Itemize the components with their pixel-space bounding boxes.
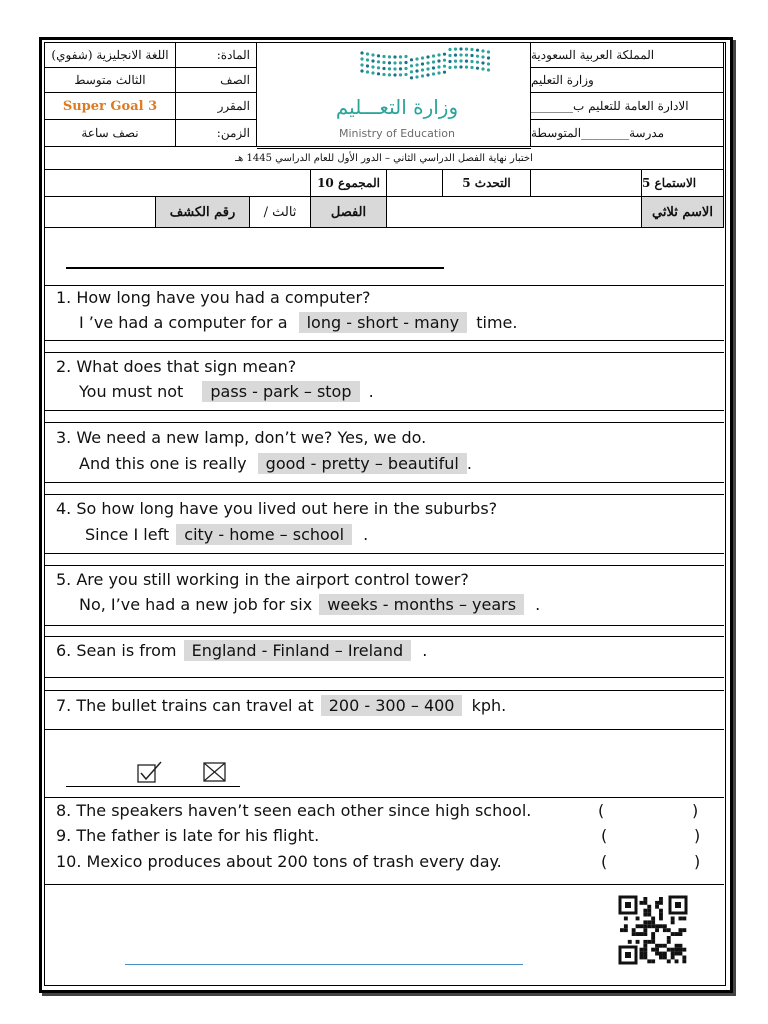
qr-module: [671, 956, 675, 960]
divider: [44, 494, 724, 495]
logo-dot: [393, 73, 396, 76]
qr-module: [671, 917, 675, 921]
qr-module: [651, 932, 655, 936]
logo-dot: [454, 60, 457, 63]
qr-module: [647, 905, 651, 909]
logo-dot: [410, 70, 413, 73]
qr-module: [643, 948, 647, 952]
answer-paren-close: ): [694, 826, 701, 845]
answer-paren-open[interactable]: (: [601, 826, 608, 845]
answer-suffix: time.: [476, 313, 518, 332]
answer-options[interactable]: England - Finland – Ireland: [184, 640, 412, 661]
logo-dot: [448, 48, 451, 51]
qr-module: [651, 936, 655, 940]
logo-dot: [404, 55, 407, 58]
logo-dot: [437, 59, 440, 62]
qr-module: [643, 924, 647, 928]
qr-module: [651, 940, 655, 944]
qr-module: [682, 917, 686, 921]
qr-module: [659, 917, 663, 921]
qr-module: [675, 944, 679, 948]
qr-module: [651, 924, 655, 928]
logo-dot: [421, 68, 424, 71]
question-1: 1. How long have you had a computer?: [56, 288, 371, 307]
logo-dot: [432, 60, 435, 63]
logo-dot: [371, 65, 374, 68]
score-blank-cell-2: [386, 169, 443, 197]
qr-module: [655, 952, 659, 956]
logo-dot: [371, 53, 374, 56]
qr-module: [671, 948, 675, 952]
divider: [44, 340, 724, 341]
divider: [44, 677, 724, 678]
qr-module: [643, 940, 647, 944]
score-blank-cell: [44, 169, 311, 197]
qr-module: [632, 928, 636, 932]
answer-suffix: .: [363, 525, 369, 544]
logo-english-text: Ministry of Education: [338, 127, 455, 140]
logo-dot: [426, 73, 429, 76]
logo-dot: [366, 52, 369, 55]
qr-module: [655, 944, 659, 948]
ministry-logo-dots-icon: [257, 43, 531, 103]
logo-dot: [360, 63, 363, 66]
answer-line-1: [79, 313, 517, 332]
roll-number-field[interactable]: [44, 196, 156, 228]
grade-label: الصف: [175, 67, 257, 93]
qr-module: [636, 917, 640, 921]
qr-module: [659, 913, 663, 917]
qr-module: [643, 944, 647, 948]
qr-module: [647, 913, 651, 917]
qr-module: [643, 928, 647, 932]
tf-question-9: 9. The father is late for his flight.: [56, 826, 320, 845]
logo-dot: [459, 59, 462, 62]
qr-module: [659, 897, 663, 901]
question-text: 7. The bullet trains can travel at: [56, 696, 314, 715]
qr-module: [632, 932, 636, 936]
answer-prefix: You must not: [79, 382, 184, 401]
answer-line-2: [79, 382, 374, 401]
logo-dot: [410, 58, 413, 61]
qr-module: [640, 952, 644, 956]
qr-module: [659, 956, 663, 960]
subject-value: اللغة الانجليزية (شفوي): [44, 42, 176, 68]
logo-dot: [360, 51, 363, 54]
qr-module: [651, 959, 655, 963]
answer-options[interactable]: good - pretty – beautiful: [258, 453, 467, 474]
logo-dot: [470, 54, 473, 57]
logo-dot: [454, 54, 457, 57]
qr-module: [663, 928, 667, 932]
qr-module: [682, 959, 686, 963]
qr-module: [679, 917, 683, 921]
logo-dot: [470, 48, 473, 51]
course-value-cell: [44, 92, 176, 120]
logo-dot: [388, 73, 391, 76]
logo-dot: [410, 76, 413, 79]
course-label: المقرر: [175, 92, 257, 120]
qr-module: [647, 940, 651, 944]
course-value: Super Goal 3: [62, 98, 158, 114]
listening-score: الاستماع 5: [641, 169, 724, 197]
logo-dot: [415, 57, 418, 60]
logo-dot: [388, 67, 391, 70]
qr-module: [643, 901, 647, 905]
logo-dot: [481, 61, 484, 64]
name-label: الاسم ثلاثي: [641, 196, 724, 228]
logo-dot: [432, 72, 435, 75]
student-name-field[interactable]: [386, 196, 642, 228]
qr-module: [663, 956, 667, 960]
answer-suffix: .: [466, 454, 472, 473]
logo-dot: [448, 66, 451, 69]
logo-dot: [432, 66, 435, 69]
checkbox-crossed-icon: [202, 761, 228, 783]
answer-line-3: [79, 454, 472, 473]
qr-module: [679, 928, 683, 932]
question-2: 2. What does that sign mean?: [56, 357, 297, 376]
qr-module: [682, 928, 686, 932]
country-text: المملكة العربية السعودية: [530, 42, 724, 68]
grade-value: الثالث متوسط: [44, 67, 176, 93]
divider: [44, 422, 724, 423]
logo-dot: [399, 61, 402, 64]
qr-module: [636, 924, 640, 928]
divider: [44, 884, 724, 885]
logo-dot: [448, 54, 451, 57]
qr-module: [655, 928, 659, 932]
logo-dot: [360, 69, 363, 72]
logo-dot: [415, 75, 418, 78]
answer-prefix: Since I left: [85, 525, 170, 544]
answer-options[interactable]: pass - park – stop: [202, 381, 359, 402]
logo-dot: [465, 48, 468, 51]
logo-dot: [393, 61, 396, 64]
qr-module: [643, 932, 647, 936]
logo-dot: [399, 67, 402, 70]
qr-module: [667, 940, 671, 944]
question-5: 5. Are you still working in the airport control tower?: [56, 570, 469, 589]
class-value: ثالث /: [249, 196, 311, 228]
answer-prefix: And this one is really: [79, 454, 247, 473]
logo-dot: [421, 56, 424, 59]
logo-dot: [360, 57, 363, 60]
logo-dot: [437, 71, 440, 74]
question-4: 4. So how long have you lived out here in the suburbs?: [56, 499, 498, 518]
answer-suffix: .: [535, 595, 541, 614]
qr-module: [640, 901, 644, 905]
qr-module: [643, 909, 647, 913]
checkbox-checked-icon: [136, 760, 164, 784]
time-label: الزمن:: [175, 119, 257, 147]
logo-dot: [404, 61, 407, 64]
logo-dot: [481, 67, 484, 70]
divider: [44, 625, 724, 626]
qr-module: [651, 948, 655, 952]
logo-dot: [481, 55, 484, 58]
logo-dot: [377, 54, 380, 57]
answer-line-5: [79, 595, 540, 614]
class-label: الفصل: [310, 196, 387, 228]
divider: [44, 285, 724, 286]
logo-dot: [465, 60, 468, 63]
qr-module: [655, 948, 659, 952]
qr-module: [663, 944, 667, 948]
school-text: مدرسة________المتوسطة: [530, 119, 724, 147]
qr-module: [651, 920, 655, 924]
qr-module: [620, 928, 624, 932]
answer-suffix: .: [368, 382, 374, 401]
qr-module: [679, 948, 683, 952]
logo-dot: [399, 55, 402, 58]
answer-paren-close: ): [694, 852, 701, 871]
logo-dot: [443, 71, 446, 74]
qr-module: [667, 948, 671, 952]
subject-label: المادة:: [175, 42, 257, 68]
qr-module: [640, 948, 644, 952]
logo-dot: [366, 70, 369, 73]
qr-module: [671, 952, 675, 956]
logo-dot: [426, 67, 429, 70]
qr-module: [679, 952, 683, 956]
tf-question-8: 8. The speakers haven’t seen each other since high school.: [56, 801, 532, 820]
logo-dot: [366, 64, 369, 67]
logo-dot: [382, 73, 385, 76]
logo-dot: [459, 65, 462, 68]
divider: [44, 690, 724, 691]
divider: [44, 352, 724, 353]
logo-dot: [388, 55, 391, 58]
logo-dot: [432, 54, 435, 57]
divider: [44, 797, 724, 798]
score-blank-cell-3: [530, 169, 642, 197]
logo-dot: [399, 73, 402, 76]
ministry-logo: [257, 42, 531, 149]
qr-module: [640, 924, 644, 928]
qr-module: [640, 956, 644, 960]
logo-dot: [377, 66, 380, 69]
logo-dot: [404, 73, 407, 76]
qr-module: [647, 909, 651, 913]
time-value: نصف ساعة: [44, 119, 176, 147]
qr-module: [659, 952, 663, 956]
question-6: [56, 641, 427, 660]
qr-module: [647, 924, 651, 928]
answer-prefix: No, I’ve had a new job for six: [79, 595, 313, 614]
logo-dot: [371, 59, 374, 62]
divider: [44, 553, 724, 554]
qr-module: [659, 909, 663, 913]
logo-dot: [459, 53, 462, 56]
logo-dot: [426, 61, 429, 64]
qr-module: [624, 917, 628, 921]
qr-module: [671, 920, 675, 924]
logo-dot: [443, 59, 446, 62]
logo-dot: [459, 47, 462, 50]
logo-dot: [443, 53, 446, 56]
roll-number-label: رقم الكشف: [155, 196, 250, 228]
logo-dot: [377, 60, 380, 63]
logo-dot: [481, 49, 484, 52]
qr-module: [667, 936, 671, 940]
logo-dot: [437, 65, 440, 68]
logo-dot: [382, 55, 385, 58]
total-score: المجموع 10: [310, 169, 387, 197]
qr-module: [675, 959, 679, 963]
qr-module: [655, 924, 659, 928]
logo-dot: [448, 60, 451, 63]
logo-dot: [476, 55, 479, 58]
logo-dot: [437, 53, 440, 56]
question-text: 6. Sean is from: [56, 641, 177, 660]
divider: [44, 410, 724, 411]
divider: [44, 482, 724, 483]
qr-module: [659, 944, 663, 948]
logo-dot: [388, 61, 391, 64]
qr-module: [679, 944, 683, 948]
qr-module: [647, 920, 651, 924]
logo-dot: [454, 66, 457, 69]
speaking-score: التحدث 5: [442, 169, 531, 197]
qr-module: [663, 952, 667, 956]
logo-dot: [426, 55, 429, 58]
qr-module: [624, 928, 628, 932]
qr-module: [679, 932, 683, 936]
logo-dot: [465, 54, 468, 57]
answer-suffix: kph.: [471, 696, 507, 715]
qr-module: [643, 920, 647, 924]
answer-paren-close: ): [692, 801, 699, 820]
qr-module: [640, 932, 644, 936]
divider: [44, 636, 724, 637]
qr-module: [655, 905, 659, 909]
divider: [44, 565, 724, 566]
answer-paren-open[interactable]: (: [598, 801, 605, 820]
tf-heading-line: [66, 786, 240, 787]
logo-dot: [382, 61, 385, 64]
logo-dot: [410, 64, 413, 67]
question-3: 3. We need a new lamp, don’t we? Yes, we do.: [56, 428, 427, 447]
qr-module: [682, 948, 686, 952]
answer-options[interactable]: weeks - months – years: [319, 594, 524, 615]
logo-arabic-text: وزارة التعـــليم: [335, 95, 459, 119]
logo-dot: [421, 74, 424, 77]
logo-dot: [421, 62, 424, 65]
logo-dot: [366, 58, 369, 61]
logo-dot: [382, 67, 385, 70]
qr-module: [671, 932, 675, 936]
logo-dot: [487, 68, 490, 71]
divider: [44, 729, 724, 730]
qr-module: [643, 952, 647, 956]
qr-code-icon[interactable]: [618, 895, 688, 965]
logo-dot: [465, 66, 468, 69]
logo-dot: [415, 69, 418, 72]
answer-prefix: I ’ve had a computer for a: [79, 313, 288, 332]
qr-module: [624, 924, 628, 928]
tf-question-10: 10. Mexico produces about 200 tons of trash every day.: [56, 852, 502, 871]
qr-module: [667, 928, 671, 932]
answer-options[interactable]: long - short - many: [299, 312, 468, 333]
answer-paren-open[interactable]: (: [601, 852, 608, 871]
logo-dot: [377, 72, 380, 75]
qr-module: [655, 901, 659, 905]
qr-module: [647, 959, 651, 963]
logo-dot: [415, 63, 418, 66]
qr-module: [636, 932, 640, 936]
logo-dot: [470, 66, 473, 69]
logo-dot: [470, 60, 473, 63]
question-7: [56, 696, 506, 715]
answer-options[interactable]: 200 - 300 – 400: [321, 695, 463, 716]
logo-dot: [371, 71, 374, 74]
qr-module: [682, 956, 686, 960]
footer-link-line: [125, 964, 523, 965]
qr-module: [643, 913, 647, 917]
ministry-text: وزارة التعليم: [530, 67, 724, 93]
qr-module: [663, 924, 667, 928]
logo-dot: [443, 65, 446, 68]
qr-module: [643, 956, 647, 960]
logo-dot: [476, 61, 479, 64]
logo-dot: [476, 49, 479, 52]
logo-dot: [487, 62, 490, 65]
answer-suffix: .: [422, 641, 428, 660]
qr-module: [659, 924, 663, 928]
logo-dot: [487, 56, 490, 59]
answer-line-4: [85, 525, 368, 544]
logo-dot: [476, 67, 479, 70]
exam-title: اختبار نهاية الفصل الدراسي الثاني – الدور الأول للعام الدراسي 1445 هـ: [44, 146, 724, 170]
section-heading-line: [66, 267, 444, 269]
qr-module: [628, 940, 632, 944]
qr-module: [675, 952, 679, 956]
logo-dot: [393, 67, 396, 70]
logo-dot: [454, 48, 457, 51]
qr-module: [636, 940, 640, 944]
qr-module: [675, 932, 679, 936]
answer-options[interactable]: city - home – school: [176, 524, 352, 545]
qr-module: [651, 917, 655, 921]
qr-module: [659, 901, 663, 905]
logo-dot: [487, 50, 490, 53]
admin-text: الادارة العامة للتعليم ب_______: [530, 92, 724, 120]
qr-module: [667, 959, 671, 963]
logo-dot: [393, 55, 396, 58]
qr-module: [675, 948, 679, 952]
qr-module: [643, 897, 647, 901]
logo-dot: [404, 67, 407, 70]
